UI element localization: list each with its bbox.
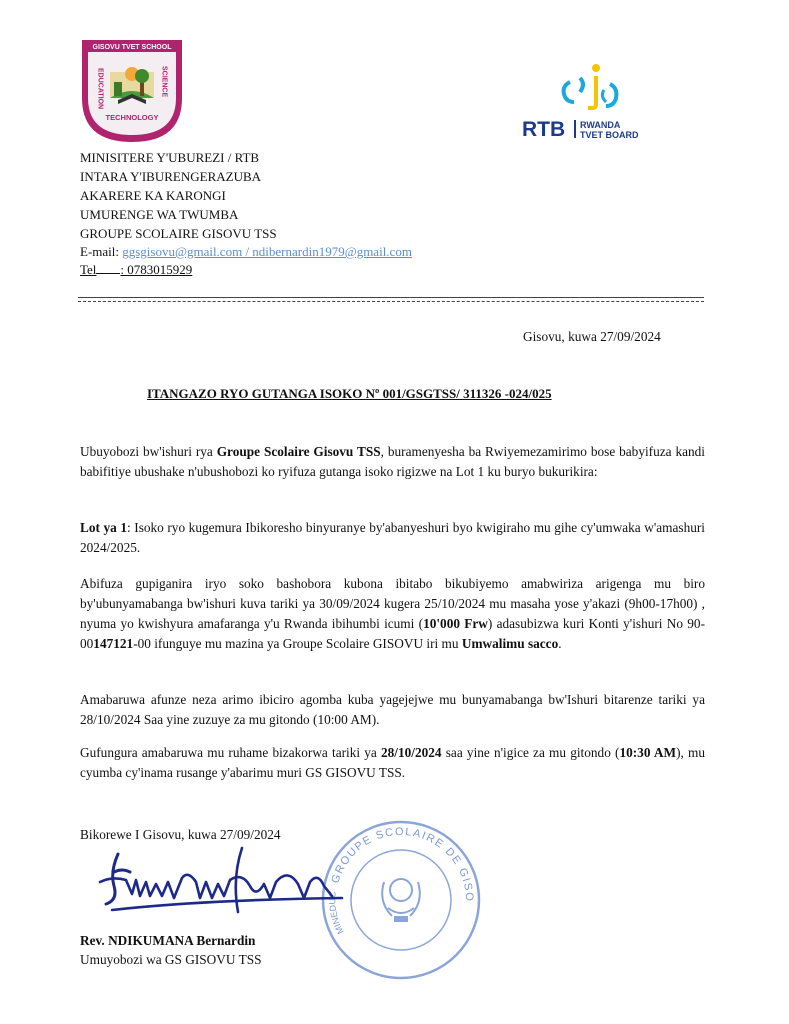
tel-label: Tel — [80, 262, 97, 277]
rtb-line2: TVET BOARD — [580, 130, 639, 140]
handwritten-signature — [92, 842, 352, 922]
school-logo — [80, 38, 184, 144]
logo-right-text: SCIENCE — [160, 66, 168, 98]
stamp-left-text: MINEDUC — [327, 890, 346, 936]
signatory-name: Rev. NDIKUMANA Bernardin — [80, 933, 256, 948]
header-divider-top — [78, 297, 704, 298]
rtb-logo — [518, 60, 668, 142]
rwanda-emblem-icon — [382, 879, 420, 922]
paragraph-intro: Ubuyobozi bw'ishuri rya Groupe Scolaire Gisovu TSS, buramenyesha ba Rwiyemezamirimo bose babyifuza kandi babifitiye ubushake n'ubushobozi ko ryifuza gutanga isoko rigizwe na Lot 1 ku buryo bukurikira: — [80, 444, 705, 479]
header-email — [80, 243, 412, 260]
header-tel — [80, 261, 192, 278]
header-district: AKARERE KA KARONGI — [80, 188, 226, 203]
stamp-outer-text: GROUPE SCOLAIRE DE GISO — [329, 825, 476, 903]
header-province: INTARA Y'IBURENGERAZUBA — [80, 169, 262, 184]
signatory-role: Umuyobozi wa GS GISOVU TSS — [80, 952, 262, 967]
rtb-line1: RWANDA — [580, 120, 621, 130]
logo-bottom-text: TECHNOLOGY — [105, 113, 159, 122]
header-divider-bottom — [78, 301, 704, 302]
logo-top-text: GISOVU TVET SCHOOL — [92, 44, 172, 51]
email-label: E-mail: — [80, 244, 123, 259]
email-link[interactable]: ggsgisovu@gmail.com / ndibernardin1979@gmail.com — [122, 244, 412, 259]
closing-line: Bikorewe I Gisovu, kuwa 27/09/2024 — [80, 827, 281, 842]
paragraph-opening: Gufungura amabaruwa mu ruhame bizakorwa tariki ya 28/10/2024 saa yine n'igice za mu gitondo (10:30 AM), mu cyumba cy'inama rusange y'abarimu muri GS GISOVU TSS. — [80, 745, 706, 780]
paragraph-deadline: Amabaruwa afunze neza arimo ibiciro agomba kuba yagejejwe mu bunyamabanga bw'Ishuri bitarenze tariki ya 28/10/2024 Saa yine zuzuye za mu gitondo (10:00 AM). — [80, 692, 705, 727]
rtb-abbr: RTB — [522, 118, 566, 141]
header-sector: UMURENGE WA TWUMBA — [80, 207, 239, 222]
tel-value: : 0783015929 — [120, 262, 193, 277]
paragraph-bidding: Abifuza gupiganira iryo soko bashobora kubona ibitabo bikubiyemo amabwiriza arigenga mu biro by'ubunyamabanga bw'ishuri kuva tariki ya 30/09/2024 kugera 25/10/2024 mu masaha yose y'akazi (9h00-17h00) , nyuma yo kwishyura amafaranga y'u Rwanda ibihumbi icumi (10'000 Frw) adasubizwa kuri Konti y'ishuri No 90-00147121-00 ifunguye mu mazina ya Groupe Scolaire GISOVU iri mu Umwalimu sacco. — [80, 576, 706, 651]
date-line: Gisovu, kuwa 27/09/2024 — [523, 329, 661, 344]
logo-left-text: EDUCATION — [96, 68, 104, 110]
notice-title: ITANGAZO RYO GUTANGA ISOKO Nº 001/GSGTSS/ 311326 -024/025 — [147, 386, 552, 401]
header-ministry: MINISITERE Y'UBUREZI / RTB — [80, 150, 260, 165]
paragraph-lot: Lot ya 1: Isoko ryo kugemura Ibikoresho binyuranye by'abanyeshuri byo kwigiraho mu gihe cy'umwaka w'amashuri 2024/2025. — [80, 520, 705, 555]
header-school: GROUPE SCOLAIRE GISOVU TSS — [80, 226, 277, 241]
